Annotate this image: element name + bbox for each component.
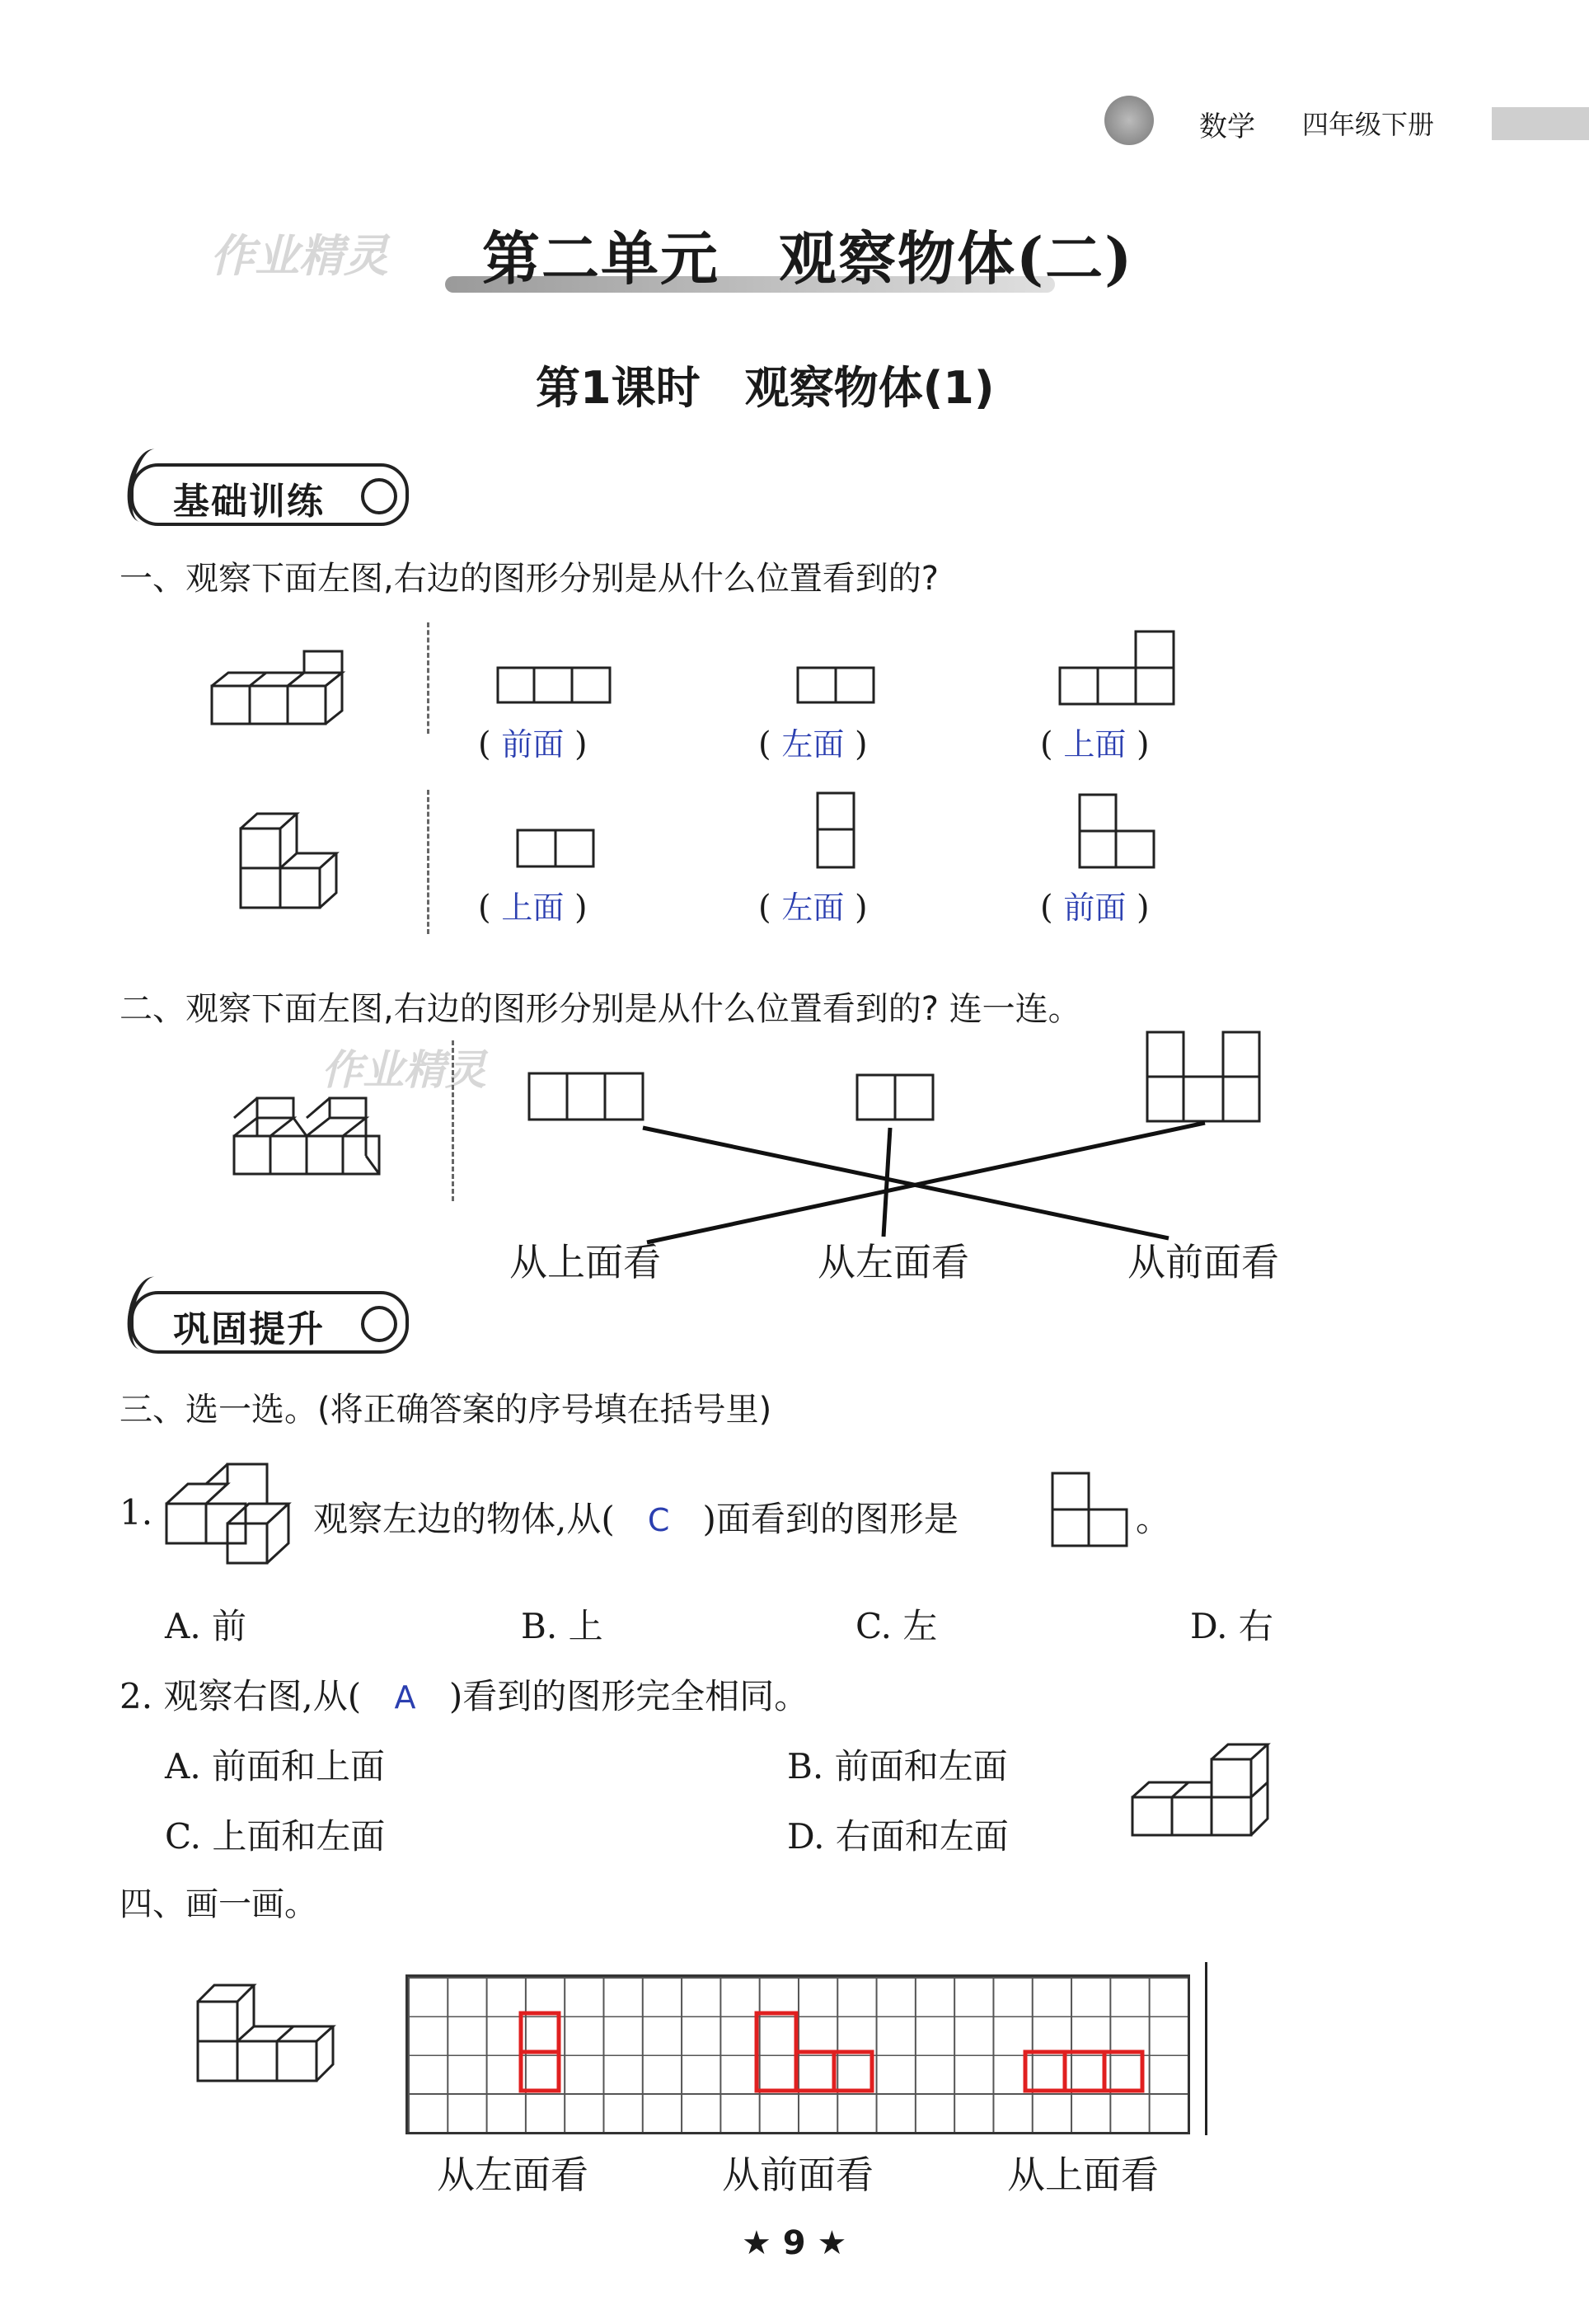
q3-item1-num: 1. (120, 1492, 153, 1533)
q3-item1-end: 。 (1136, 1499, 1171, 1539)
q4-prompt: 四、画一画。 (120, 1885, 317, 1923)
q1-row2-answer-3: ( 前面 ) (1040, 889, 1150, 927)
q2-label-left: 从左面看 (818, 1240, 969, 1284)
q1-prompt: 一、观察下面左图,右边的图形分别是从什么位置看到的? (120, 560, 939, 598)
header-grade: 四年级下册 (1302, 109, 1435, 140)
q3-item2-option-b: B. 前面和左面 (787, 1746, 1008, 1786)
q3-prompt: 三、选一选。(将正确答案的序号填在括号里) (120, 1391, 772, 1429)
q3-item1-answer: C (647, 1502, 670, 1538)
q4-label-top: 从上面看 (1007, 2153, 1159, 2197)
q1-row2-answer-1: ( 上面 ) (478, 889, 588, 927)
q3-item1-option-b: B. 上 (521, 1606, 603, 1646)
q3-item1-text-a: 观察左边的物体,从( (313, 1499, 615, 1539)
q3-item1-option-c: C. 左 (855, 1606, 938, 1646)
page-number: ★ 9 ★ (742, 2224, 847, 2262)
q4-label-left: 从左面看 (437, 2153, 588, 2197)
q3-item1-option-d: D. 右 (1190, 1606, 1273, 1646)
section-label: 基础训练 (173, 481, 325, 523)
q4-label-front: 从前面看 (722, 2153, 874, 2197)
q4-top-view-drawing (1025, 2052, 1142, 2091)
q1-row1-answer-1: ( 前面 ) (478, 725, 588, 763)
watermark-top: 作业精灵 (210, 230, 388, 282)
header-subject: 数学 (1199, 110, 1255, 143)
q3-item1-option-a: A. 前 (165, 1606, 247, 1646)
q1-row1-answer-2: ( 左面 ) (758, 725, 868, 763)
q3-item2-text-b: )看到的图形完全相同。 (448, 1676, 809, 1716)
q3-item2-option-d: D. 右面和左面 (787, 1816, 1009, 1857)
watermark-mid: 作业精灵 (321, 1046, 486, 1094)
q4-front-view-drawing (757, 2013, 796, 2091)
q1-row2-answer-2: ( 左面 ) (758, 889, 868, 927)
q3-item1-text-b: )面看到的图形是 (702, 1499, 959, 1539)
q3-item2-option-a: A. 前面和上面 (165, 1746, 386, 1786)
q2-label-front: 从前面看 (1127, 1240, 1279, 1284)
lesson-title: 第1课时 观察物体(1) (536, 362, 995, 414)
q2-label-top: 从上面看 (509, 1240, 661, 1284)
q3-item2-text-a: 2. 观察右图,从( (120, 1676, 362, 1716)
q3-item2-answer: A (394, 1679, 416, 1716)
q1-row1-answer-3: ( 上面 ) (1040, 725, 1150, 763)
q2-prompt: 二、观察下面左图,右边的图形分别是从什么位置看到的? 连一连。 (120, 990, 1081, 1028)
section-label: 巩固提升 (173, 1308, 325, 1350)
q3-item2-option-c: C. 上面和左面 (165, 1816, 386, 1857)
unit-title: 第二单元 观察物体(二) (482, 224, 1134, 293)
